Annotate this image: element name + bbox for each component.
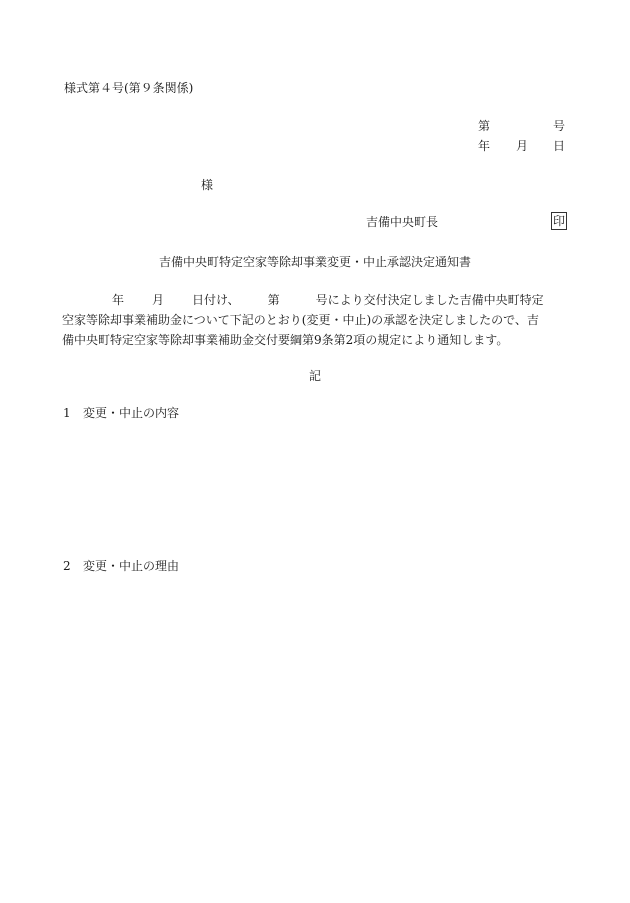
body-number-prefix: 第	[267, 293, 280, 307]
body-paragraph	[62, 290, 570, 350]
item-2-label: 変更・中止の理由	[83, 559, 180, 573]
ki-heading: 記	[308, 369, 321, 383]
form-number: 様式第４号(第９条関係)	[64, 81, 194, 95]
document-title: 吉備中央町特定空家等除却事業変更・中止承認決定通知書	[158, 255, 471, 269]
body-line-2: 空家等除却事業補助金について下記のとおり(変更・中止)の承認を決定しましたので、吉	[62, 313, 539, 327]
body-year: 年	[112, 293, 125, 307]
body-month: 月	[152, 293, 165, 307]
item-1	[63, 405, 179, 421]
item-1-label: 変更・中止の内容	[83, 406, 180, 420]
addressee-honorific: 様	[201, 178, 214, 192]
item-2-number: 2	[63, 559, 71, 573]
date-year-label: 年	[478, 139, 491, 153]
date-month-label: 月	[516, 139, 529, 153]
body-line-1	[62, 290, 570, 310]
sender-name: 吉備中央町長	[366, 215, 439, 229]
date-day-label: 日	[553, 139, 566, 153]
item-2	[63, 558, 179, 574]
item-1-number: 1	[63, 406, 71, 420]
body-line-3: 備中央町特定空家等除却事業補助金交付要綱第9条第2項の規定により通知します。	[62, 333, 509, 347]
seal-stamp: 印	[552, 214, 565, 228]
doc-number-prefix: 第	[478, 119, 491, 133]
body-line1-rest: 号により交付決定しました吉備中央町特定	[315, 293, 544, 307]
body-day-dated: 日付け、	[192, 293, 240, 307]
doc-number-suffix: 号	[553, 119, 566, 133]
